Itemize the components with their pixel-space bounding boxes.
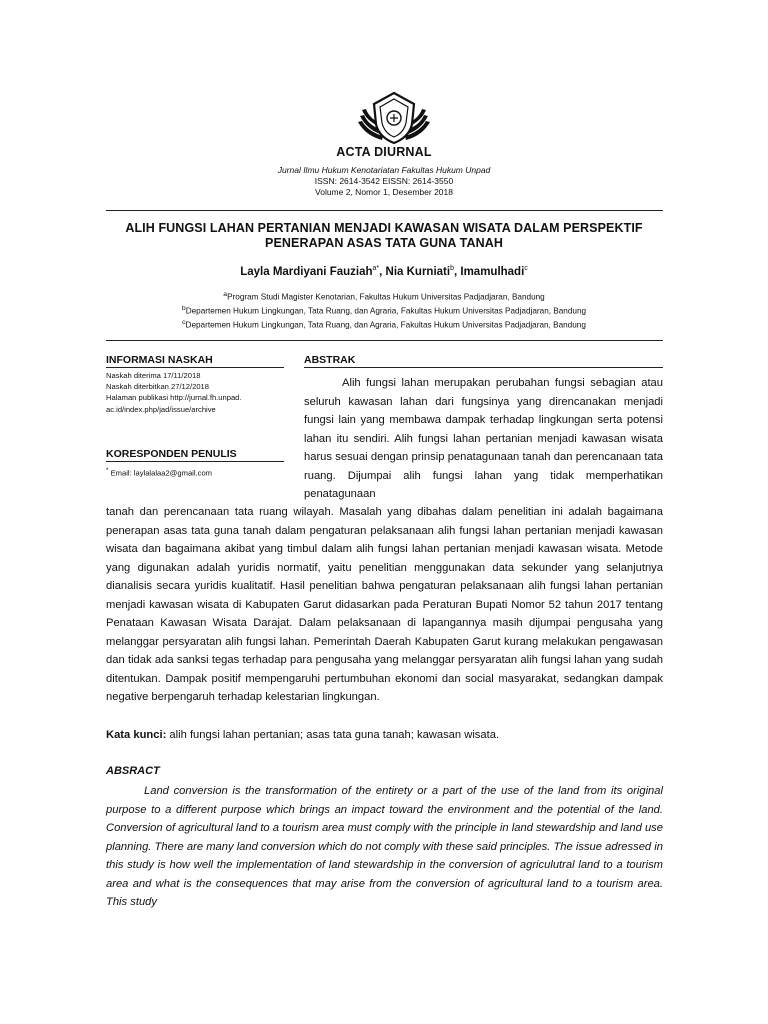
info-details	[106, 370, 292, 415]
keywords	[106, 729, 663, 741]
received-date: Naskah diterima 17/11/2018	[106, 371, 201, 380]
keywords-label: Kata kunci:	[106, 729, 167, 741]
journal-volume: Volume 2, Nomor 1, Desember 2018	[315, 187, 453, 197]
publication-page-link[interactable]: Halaman publikasi http://jurnal.fh.unpad.	[106, 393, 242, 403]
abstract-en-paragraph: Land conversion is the transformation of the entirety or a part of the use of the land from its original purpose to a different purpose which brings an impact toward the environment and the potential of the land. Conversion of agricultural land to a tourism area must comply with the principle in land stewardship and land use planning. There are many land conversion which do not comply with these said principles. The issue adressed in this study is how well the implementation of land stewardship in the conversion of agriculutral land to a tourism area and what is the consequences that may arise from the conversion of agricultural land to a tourism area. This study	[106, 785, 663, 908]
article-title-line-2: PENERAPAN ASAS TATA GUNA TANAH	[265, 236, 503, 250]
author-mark: a*	[372, 265, 380, 272]
keywords-text: alih fungsi lahan pertanian; asas tata guna tanah; kawasan wisata.	[169, 729, 500, 741]
abstrak-paragraph-bottom: tanah dan perencanaan tata ruang wilayah. Masalah yang dibahas dalam penelitian ini adalah bagaimana penerapan asas tata guna tanah dalam pengaturan pelaksanaan alih fungsi lahan pertanian menjadi kawasan wisata dan bagaimana akibat yang timbul dalam alih fungsi lahan pertanian menjadi kawasan wisata. Metode yang digunakan adalah yuridis normatif, yaitu penelitian menggunakan data sekunder yang selanjutnya dianalisis secara yuridis kualitatif. Hasil penelitian bahwa pengaturan pelaksanaan alih fungsi lahan pertanian menjadi kawasan wisata di Kabupaten Garut didasarkan pada Peraturan Bupati Nomor 52 tahun 2017 tentang Penataan Kawasan Wisata Darajat. Dalam pelaksanaan di lapangannya masih dijumpai pengusaha yang melanggar persyaratan alih fungsi lahan. Pemerintah Daerah Kabupaten Garut kurang melakukan pengawasan dan tidak ada sanksi tegas terhadap para pengusaha yang melanggar persyaratan alih fungsi lahan yang sudah ditentukan. Dampak positif mempengaruhi pertumbuhan ekonomi dan social masyarakat, sedangkan dampak negative berpengaruh terhadap kelestarian lingkungan.	[106, 506, 663, 703]
article-title-line-1: ALIH FUNGSI LAHAN PERTANIAN MENJADI KAWASAN WISATA DALAM PERSPEKTIF	[125, 221, 643, 235]
author-mark: c	[524, 265, 528, 272]
author-mark: b	[450, 265, 454, 272]
journal-subtitle: Jurnal Ilmu Hukum Kenotariatan Fakultas Hukum Unpad	[277, 165, 491, 175]
affiliation-c: $^c$Departemen Hukum Lingkungan, Tata Ruang, dan Agraria, Fakultas Hukum Universitas Padjadjaran, Bandung	[182, 319, 586, 330]
section-divider	[106, 340, 663, 341]
journal-name: ACTA DIURNAL	[336, 145, 432, 159]
author-name: Nia Kurniati	[385, 265, 451, 278]
author-name: Layla Mardiyani Fauziah	[240, 265, 373, 278]
published-date: Naskah diterbitkan 27/12/2018	[106, 382, 210, 392]
abstrak-paragraph-top: Alih fungsi lahan merupakan perubahan fungsi sebagian atau seluruh kawasan lahan dari fungsinya yang direncanakan menjadi fungsi lain yang membawa dampak terhadap lingkungan serta potensi lahan itu sendiri. Alih fungsi lahan pertanian menjadi kawasan wisata harus sesuai dengan prinsip penatagunaan tanah dan perencanaan tata ruang. Dijumpai alih fungsi lahan yang tidak memperhatikan penatagunaan	[304, 377, 663, 500]
publication-page-link-cont[interactable]: ac.id/index.php/jad/issue/archive	[106, 404, 216, 414]
article-title	[100, 221, 668, 251]
affiliation-b: $^b$Departemen Hukum Lingkungan, Tata Ruang, dan Agraria, Fakultas Hukum Universitas Padjadjaran, Bandung	[181, 305, 587, 316]
affiliation-a: $^a$Program Studi Magister Kenotarian, Fakultas Hukum Universitas Padjadjaran, Bandung	[223, 291, 545, 302]
university-seal-icon	[356, 90, 432, 146]
header-divider	[106, 210, 663, 211]
abstrak-heading: ABSTRAK	[304, 354, 663, 368]
journal-issn: ISSN: 2614-3542 EISSN: 2614-3550	[314, 176, 454, 186]
info-heading: INFORMASI NASKAH	[106, 354, 284, 368]
correspondent-heading: KORESPONDEN PENULIS	[106, 448, 284, 462]
correspondent-email[interactable]: * Email: laylalalaa2@gmail.com	[106, 467, 212, 478]
author-name: Imamulhadi	[460, 265, 525, 278]
abstract-en-heading: ABSRACT	[106, 765, 160, 777]
author-list: Layla Mardiyani Fauziah$^{a*}$, Nia Kurniati$^b$, Imamulhadi$^c$	[240, 265, 528, 278]
